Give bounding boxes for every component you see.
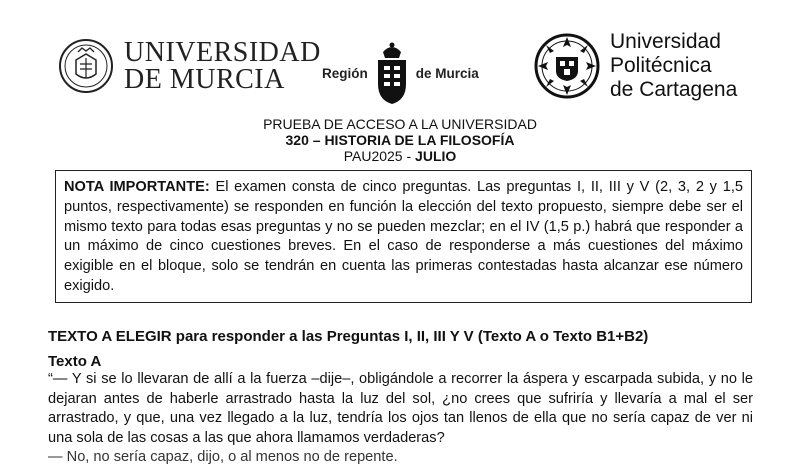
um-crest-icon xyxy=(58,38,114,94)
header-line1: PRUEBA DE ACCESO A LA UNIVERSIDAD xyxy=(263,116,537,132)
text-a-body xyxy=(48,370,753,465)
region-label-left: Región xyxy=(322,65,368,81)
logo-upct xyxy=(534,30,737,102)
region-label-right: de Murcia xyxy=(415,65,479,81)
header-line3-prefix: PAU2025 - xyxy=(343,148,416,164)
upct-line1: Universidad xyxy=(610,30,721,53)
header-line3-session: JULIO xyxy=(415,148,457,164)
exam-header xyxy=(0,116,800,164)
text-a-title: Texto A xyxy=(48,353,102,370)
text-a-paragraph: “— Y si se lo llevaran de allí a la fuerza –dije–, obligándole a recorrer la áspera y escarpada subida, y no le dejaran antes de haberle arrastrado hasta la luz del sol, ¿no crees que sufriría y llevaría a mal el ser arrastrado, y que, una vez llegado a la luz, tendría los ojos tan llenos de ella que no sería capaz de ver ni una sola de las cosas a las que ahora llamamos verdaderas? xyxy=(48,371,753,446)
text-a-cut-line: — No, no sería capaz, dijo, o al menos no de repente. xyxy=(48,449,398,465)
logo-universidad-murcia xyxy=(58,38,321,94)
note-text: El examen consta de cinco preguntas. Las preguntas I, II, III y V (2, 3, 2 y 1,5 puntos, respectivamente) se responden en función la elección del texto propuesto, siempre debe ser el mismo texto para todas esas preguntas y no se pueden mezclar; en el IV (1,5 p.) habrá que responder a un máximo de cinco cuestiones breves. En el caso de responderse a más cuestiones del máximo exigible en el bloque, solo se tendrán en cuenta las primeras contestadas hasta alcanzar ese número exigido. xyxy=(64,179,743,294)
note-label: NOTA IMPORTANTE: xyxy=(64,179,210,195)
upct-line2: Politécnica xyxy=(610,54,712,77)
section-title: TEXTO A ELEGIR para responder a las Preguntas I, II, III Y V (Texto A o Texto B1+B2) xyxy=(48,328,649,345)
logo-region-murcia xyxy=(322,40,479,106)
um-line2: DE MURCIA xyxy=(124,64,285,95)
um-line1: UNIVERSIDAD xyxy=(124,37,321,68)
upct-seal-icon xyxy=(534,33,600,99)
header-line3 xyxy=(0,148,800,164)
important-note-box xyxy=(55,170,752,303)
logos-bar xyxy=(0,30,800,110)
region-shield-icon xyxy=(375,40,409,106)
header-line2: 320 – HISTORIA DE LA FILOSOFÍA xyxy=(285,132,515,148)
upct-line3: de Cartagena xyxy=(610,78,738,101)
